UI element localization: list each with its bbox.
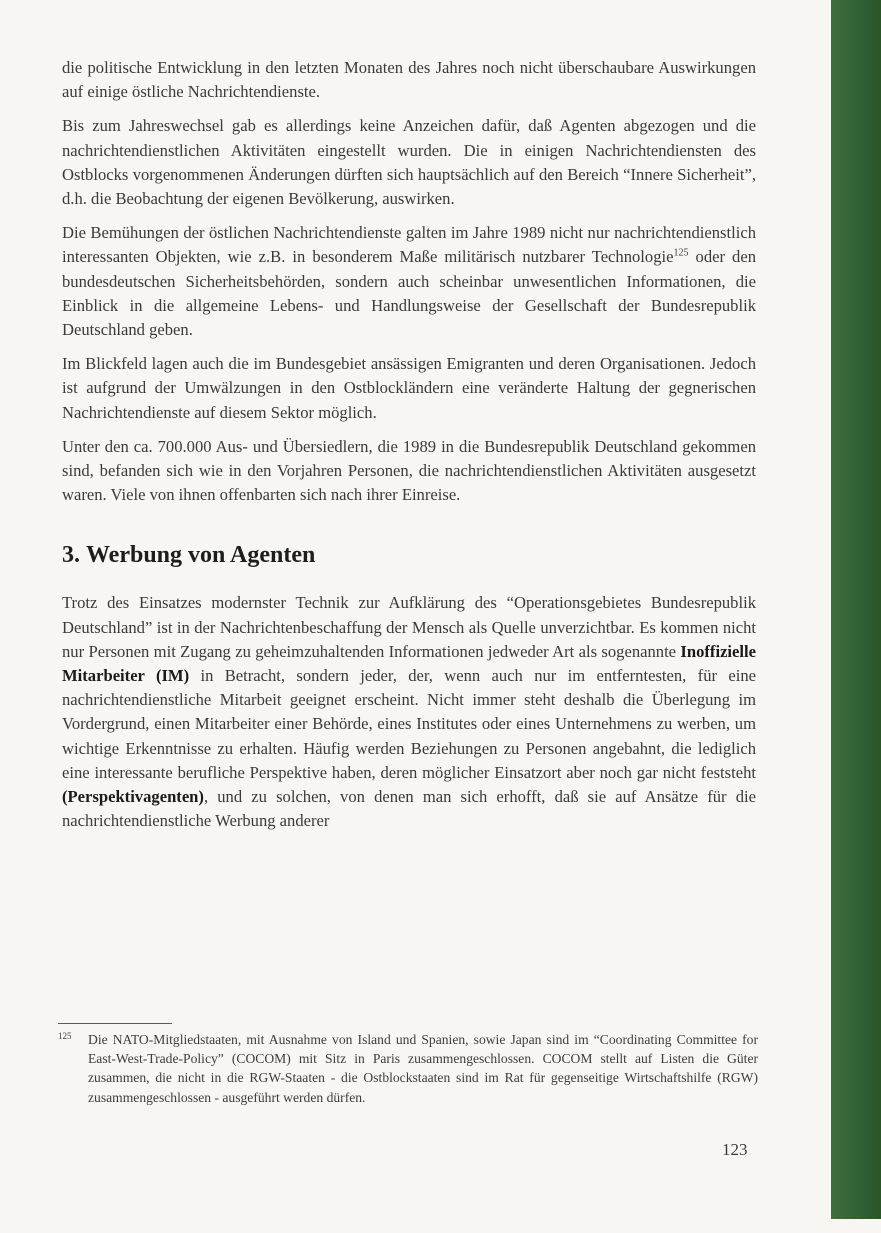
section-paragraph-part-2: in Betracht, sondern jeder, der, wenn auch nur im entferntesten, für eine nachrichtendienstliche Mitarbeit geeignet erscheint. Nicht immer steht deshalb die Überlegung im Vordergrund, einen Mitarbeiter einer Behörde, eines Institutes oder eines Unternehmens zu werben, um wichtige Erkenntnisse zu erhalten. Häufig werden Beziehungen zu Personen angebahnt, die lediglich eine interessante berufliche Perspektive haben, deren möglicher Einsatzort aber noch gar nicht feststeht [62,666,756,782]
edge-bar-bottom-gap [831,1219,881,1233]
page-edge-color-bar [831,0,881,1233]
page-number: 123 [722,1140,748,1159]
paragraph-3 [62,221,756,342]
term-inoffizielle-mitarbeiter: Inoffizielle Mitarbeiter (IM) [62,641,756,686]
footnote-divider [58,1023,172,1024]
paragraph-3-text-before: Die Bemühungen der östlichen Nachrichtendienste galten im Jahre 1989 nicht nur nachrichtendienstlich interessanten Objekten, wie z.B. in besonderem Maße militärisch nutzbarer Technologie [62,223,756,267]
page-body [62,56,756,843]
section-paragraph [62,591,756,833]
term-perspektivagenten: (Perspektivagenten) [62,787,204,807]
paragraph-4: Im Blickfeld lagen auch die im Bundesgebiet ansässigen Emigranten und deren Organisationen. Jedoch ist aufgrund der Umwälzungen in den Ostblockländern eine veränderte Haltung der gegnerischen Nachrichtendienste auf diesem Sektor möglich. [62,354,756,422]
section-title: Werbung von Agenten [86,542,316,569]
section-paragraph-part-1: Trotz des Einsatzes modernster Technik zur Aufklärung des “Operationsgebietes Bundesrepublik Deutschland” ist in der Nachrichtenbeschaffung der Mensch als Quelle unverzichtbar. Es kommen nicht nur Personen mit Zugang zu geheimzuhaltenden Informationen jedweder Art als sogenannte [62,593,756,661]
paragraph-5: Unter den ca. 700.000 Aus- und Übersiedlern, die 1989 in die Bundesrepublik Deutschland gekommen sind, befanden sich wie in den Vorjahren Personen, die nachrichtendienstlichen Aktivitäten ausgesetzt waren. Viele von ihnen offenbarten sich nach ihrer Einreise. [62,436,756,505]
footnote-reference-125: 125 [673,247,689,259]
section-number: 3. [62,542,80,569]
paragraph-2: Bis zum Jahreswechsel gab es allerdings keine Anzeichen dafür, daß Agenten abgezogen und die nachrichtendienstlichen Aktivitäten eingestellt wurden. Die in einigen Nachrichtendiensten des Ostblocks vorgenommenen Änderungen dürften sich hauptsächlich auf den Bereich “Innere Sicherheit”, d.h. die Beobachtung der eigenen Bevölkerung, auswirken. [62,116,756,209]
section-paragraph-part-3: , und zu solchen, von denen man sich erhofft, daß sie auf Ansätze für die nachrichtendienstliche Werbung anderer [62,787,756,831]
section-heading [62,541,756,569]
footnote-125 [58,1030,758,1107]
paragraph-1: die politische Entwicklung in den letzten Monaten des Jahres noch nicht überschaubare Auswirkungen auf einige östliche Nachrichtendienste. [62,58,756,102]
footnote-marker: 125 [58,1031,72,1041]
paragraph-3-text-after: oder den bundesdeutschen Sicherheitsbehörden, sondern auch scheinbar unwesentlichen Informationen, die Einblick in die allgemeine Lebens- und Handlungsweise der Gesellschaft der Bundesrepublik Deutschland geben. [62,247,756,340]
footnote-text: Die NATO-Mitgliedstaaten, mit Ausnahme von Island und Spanien, sowie Japan sind im “Coordinating Committee for East-West-Trade-Policy” (COCOM) mit Sitz in Paris zusammengeschlossen. COCOM stellt auf Listen die Güter zusammen, die nicht in die RGW-Staaten - die Ostblockstaaten sind im Rat für gegenseitige Wirtschaftshilfe (RGW) zusammengeschlossen - ausgeführt werden dürfen. [88,1032,758,1105]
